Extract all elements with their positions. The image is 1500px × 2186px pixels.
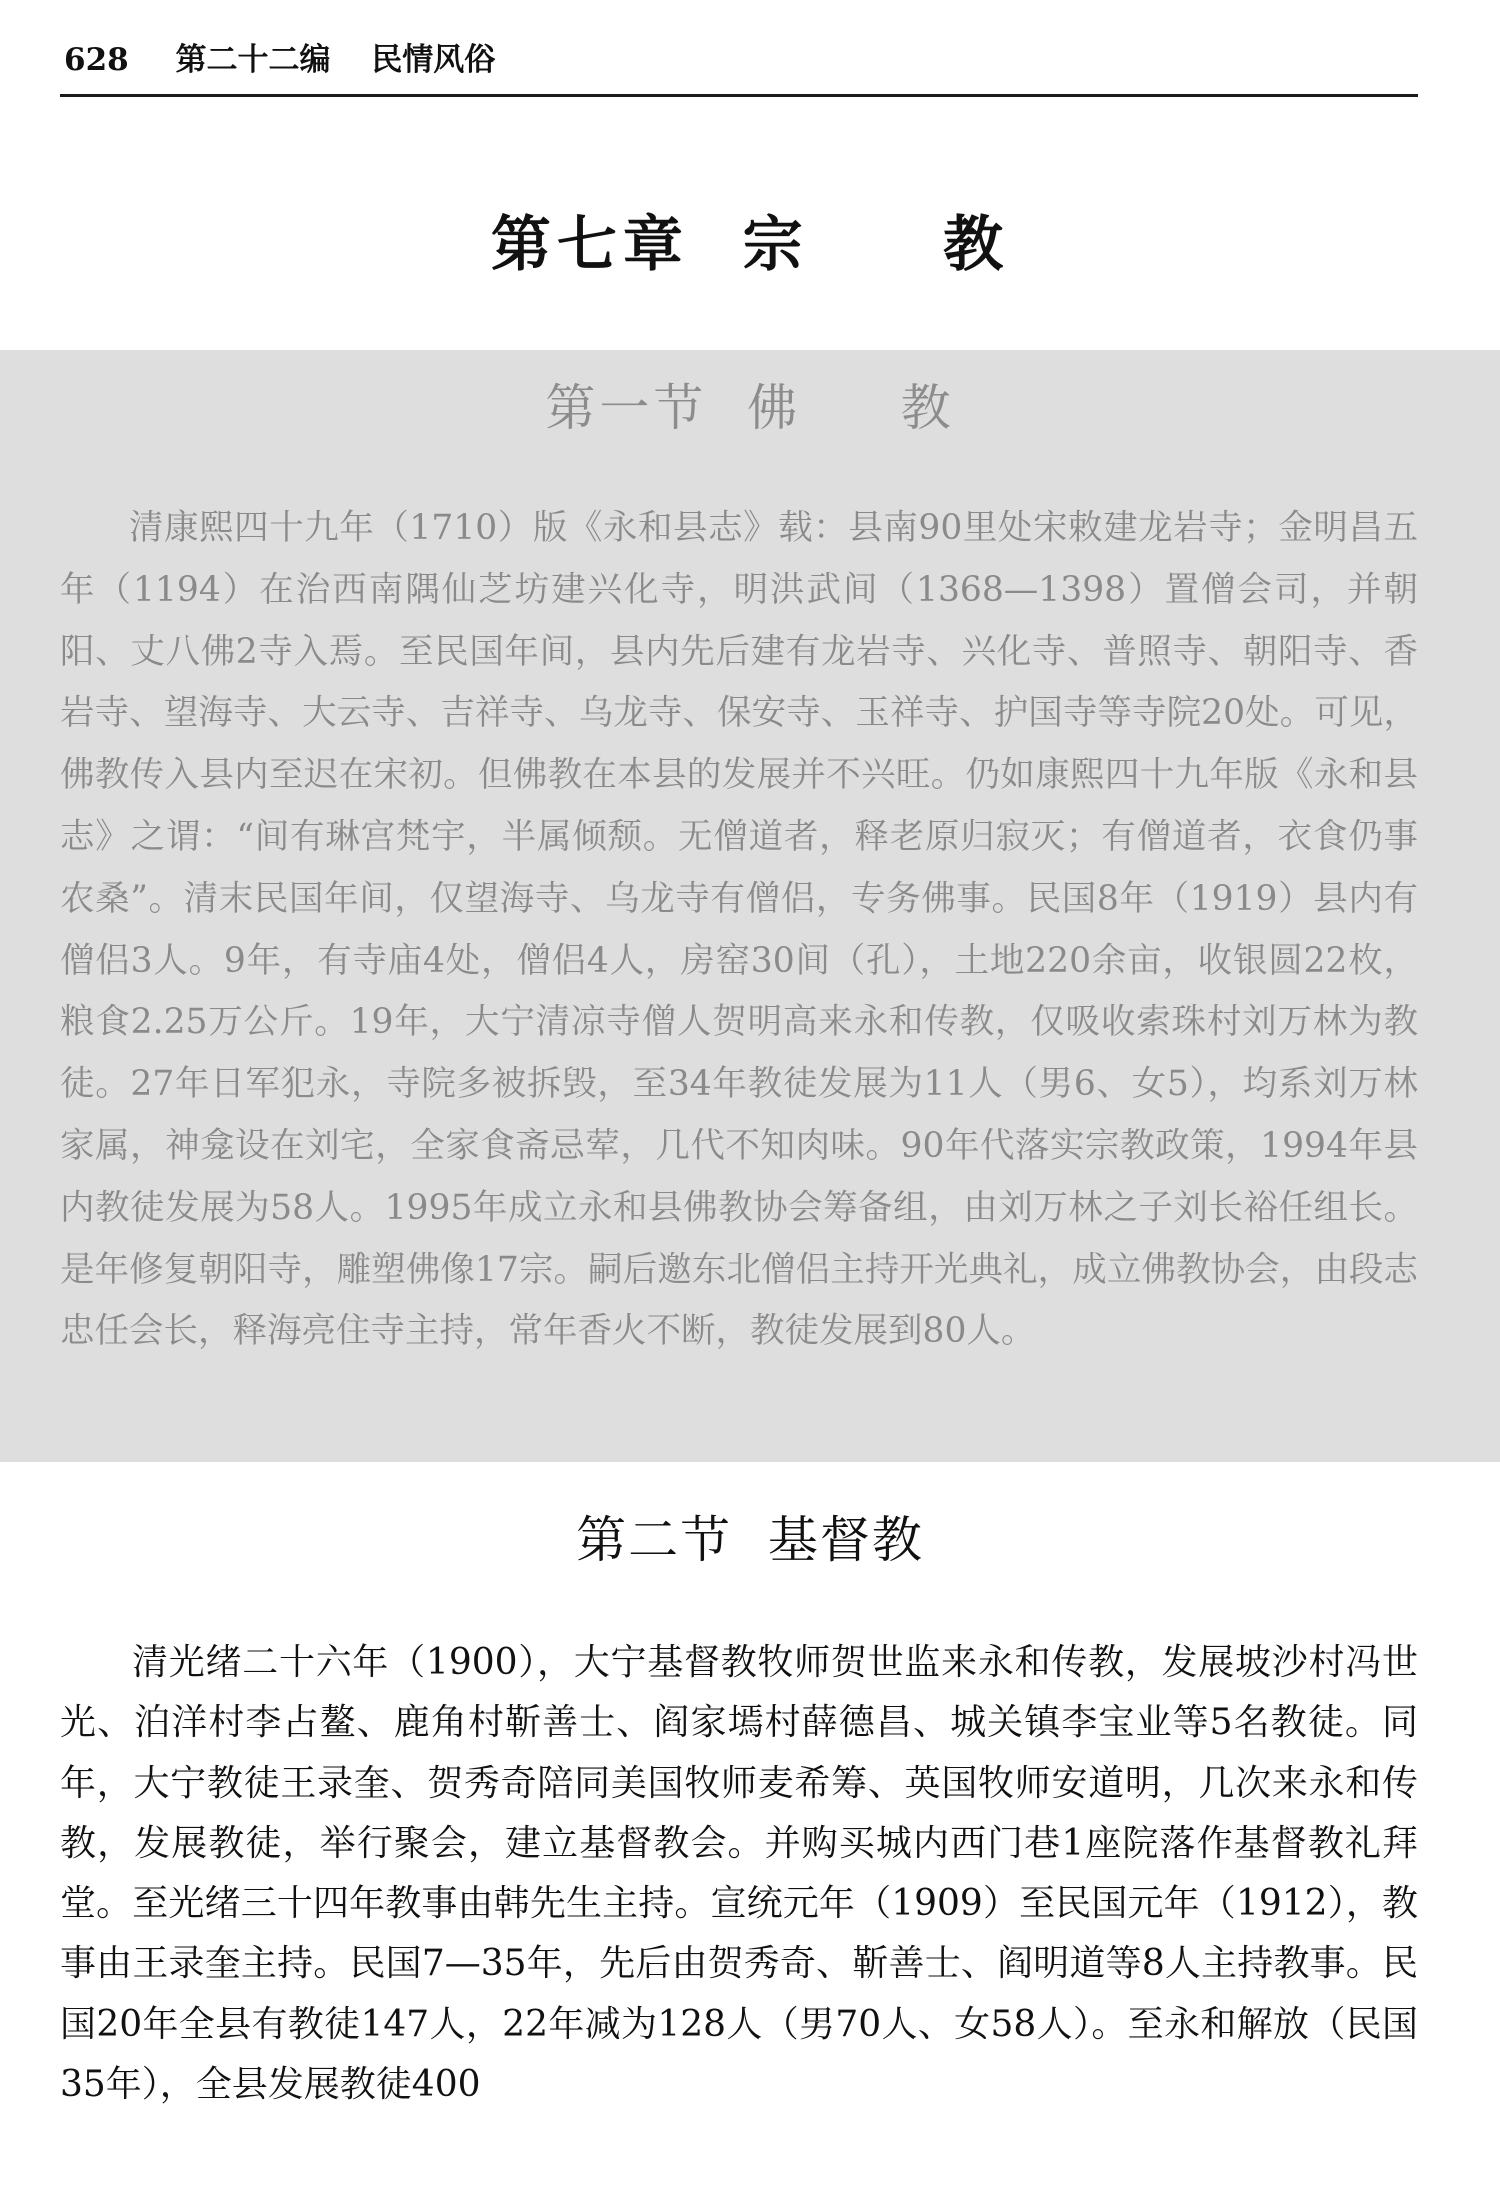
chapter-title: 第七章 宗 教 xyxy=(490,210,1010,280)
paragraph-christianity: 清光绪二十六年（1900），大宁基督教牧师贺世监来永和传教，发展坡沙村冯世光、泊洋村李占鳌、鹿角村靳善士、阎家墕村薛德昌、城关镇李宝业等5名教徒。同年，大宁教徒王录奎、贺秀奇陪同美国牧师麦希筹、英国牧师安道明，几次来永和传教，发展教徒，举行聚会，建立基督教会。并购买城内西门巷1座院落作基督教礼拜堂。至光绪三十四年教事由韩先生主持。宣统元年（1909）至民国元年（1912），教事由王录奎主持。民国7—35年，先后由贺秀奇、靳善士、阎明道等8人主持教事。民国20年全县有教徒147人，22年减为128人（男70人、女58人）。至永和解放（民国35年），全县发展教徒400 xyxy=(60,1642,1418,2106)
paragraph-buddhism: 清康熙四十九年（1710）版《永和县志》载：县南90里处宋敕建龙岩寺；金明昌五年（1194）在治西南隅仙芝坊建兴化寺，明洪武间（1368—1398）置僧会司，并朝阳、丈八佛2寺入焉。至民国年间，县内先后建有龙岩寺、兴化寺、普照寺、朝阳寺、香岩寺、望海寺、大云寺、吉祥寺、乌龙寺、保安寺、玉祥寺、护国寺等寺院20处。可见，佛教传入县内至迟在宋初。但佛教在本县的发展并不兴旺。仍如康熙四十九年版《永和县志》之谓：“间有琳宫梵宇，半属倾颓。无僧道者，释老原归寂灭；有僧道者，衣食仍事农桑”。清末民国年间，仅望海寺、乌龙寺有僧侣，专务佛事。民国8年（1919）县内有僧侣3人。9年，有寺庙4处，僧侣4人，房窑30间（孔），土地220余亩，收银圆22枚，粮食2.25万公斤。19年，大宁清凉寺僧人贺明高来永和传教，仅吸收索珠村刘万林为教徒。27年日军犯永，寺院多被拆毁，至34年教徒发展为11人（男6、女5），均系刘万林家属，神龛设在刘宅，全家食斋忌荤，几代不知肉味。90年代落实宗教政策，1994年县内教徒发展为58人。1995年成立永和县佛教协会筹备组，由刘万林之子刘长裕任组长。是年修复朝阳寺，雕塑佛像17宗。嗣后邀东北僧侣主持开光典礼，成立佛教协会，由段志忠任会长，释海亮住寺主持，常年香火不断，教徒发展到80人。 xyxy=(60,508,1418,1352)
section-label: 民情风俗 xyxy=(371,42,496,78)
section-heading-buddhism: 第一节 佛 教 xyxy=(545,379,955,437)
part-title: 第二十二编 xyxy=(175,42,331,78)
running-header xyxy=(60,36,1418,97)
section-buddhism xyxy=(0,350,1500,1462)
section-heading-christianity: 第二节 基督教 xyxy=(576,1511,924,1569)
page-number: 628 xyxy=(64,42,129,78)
